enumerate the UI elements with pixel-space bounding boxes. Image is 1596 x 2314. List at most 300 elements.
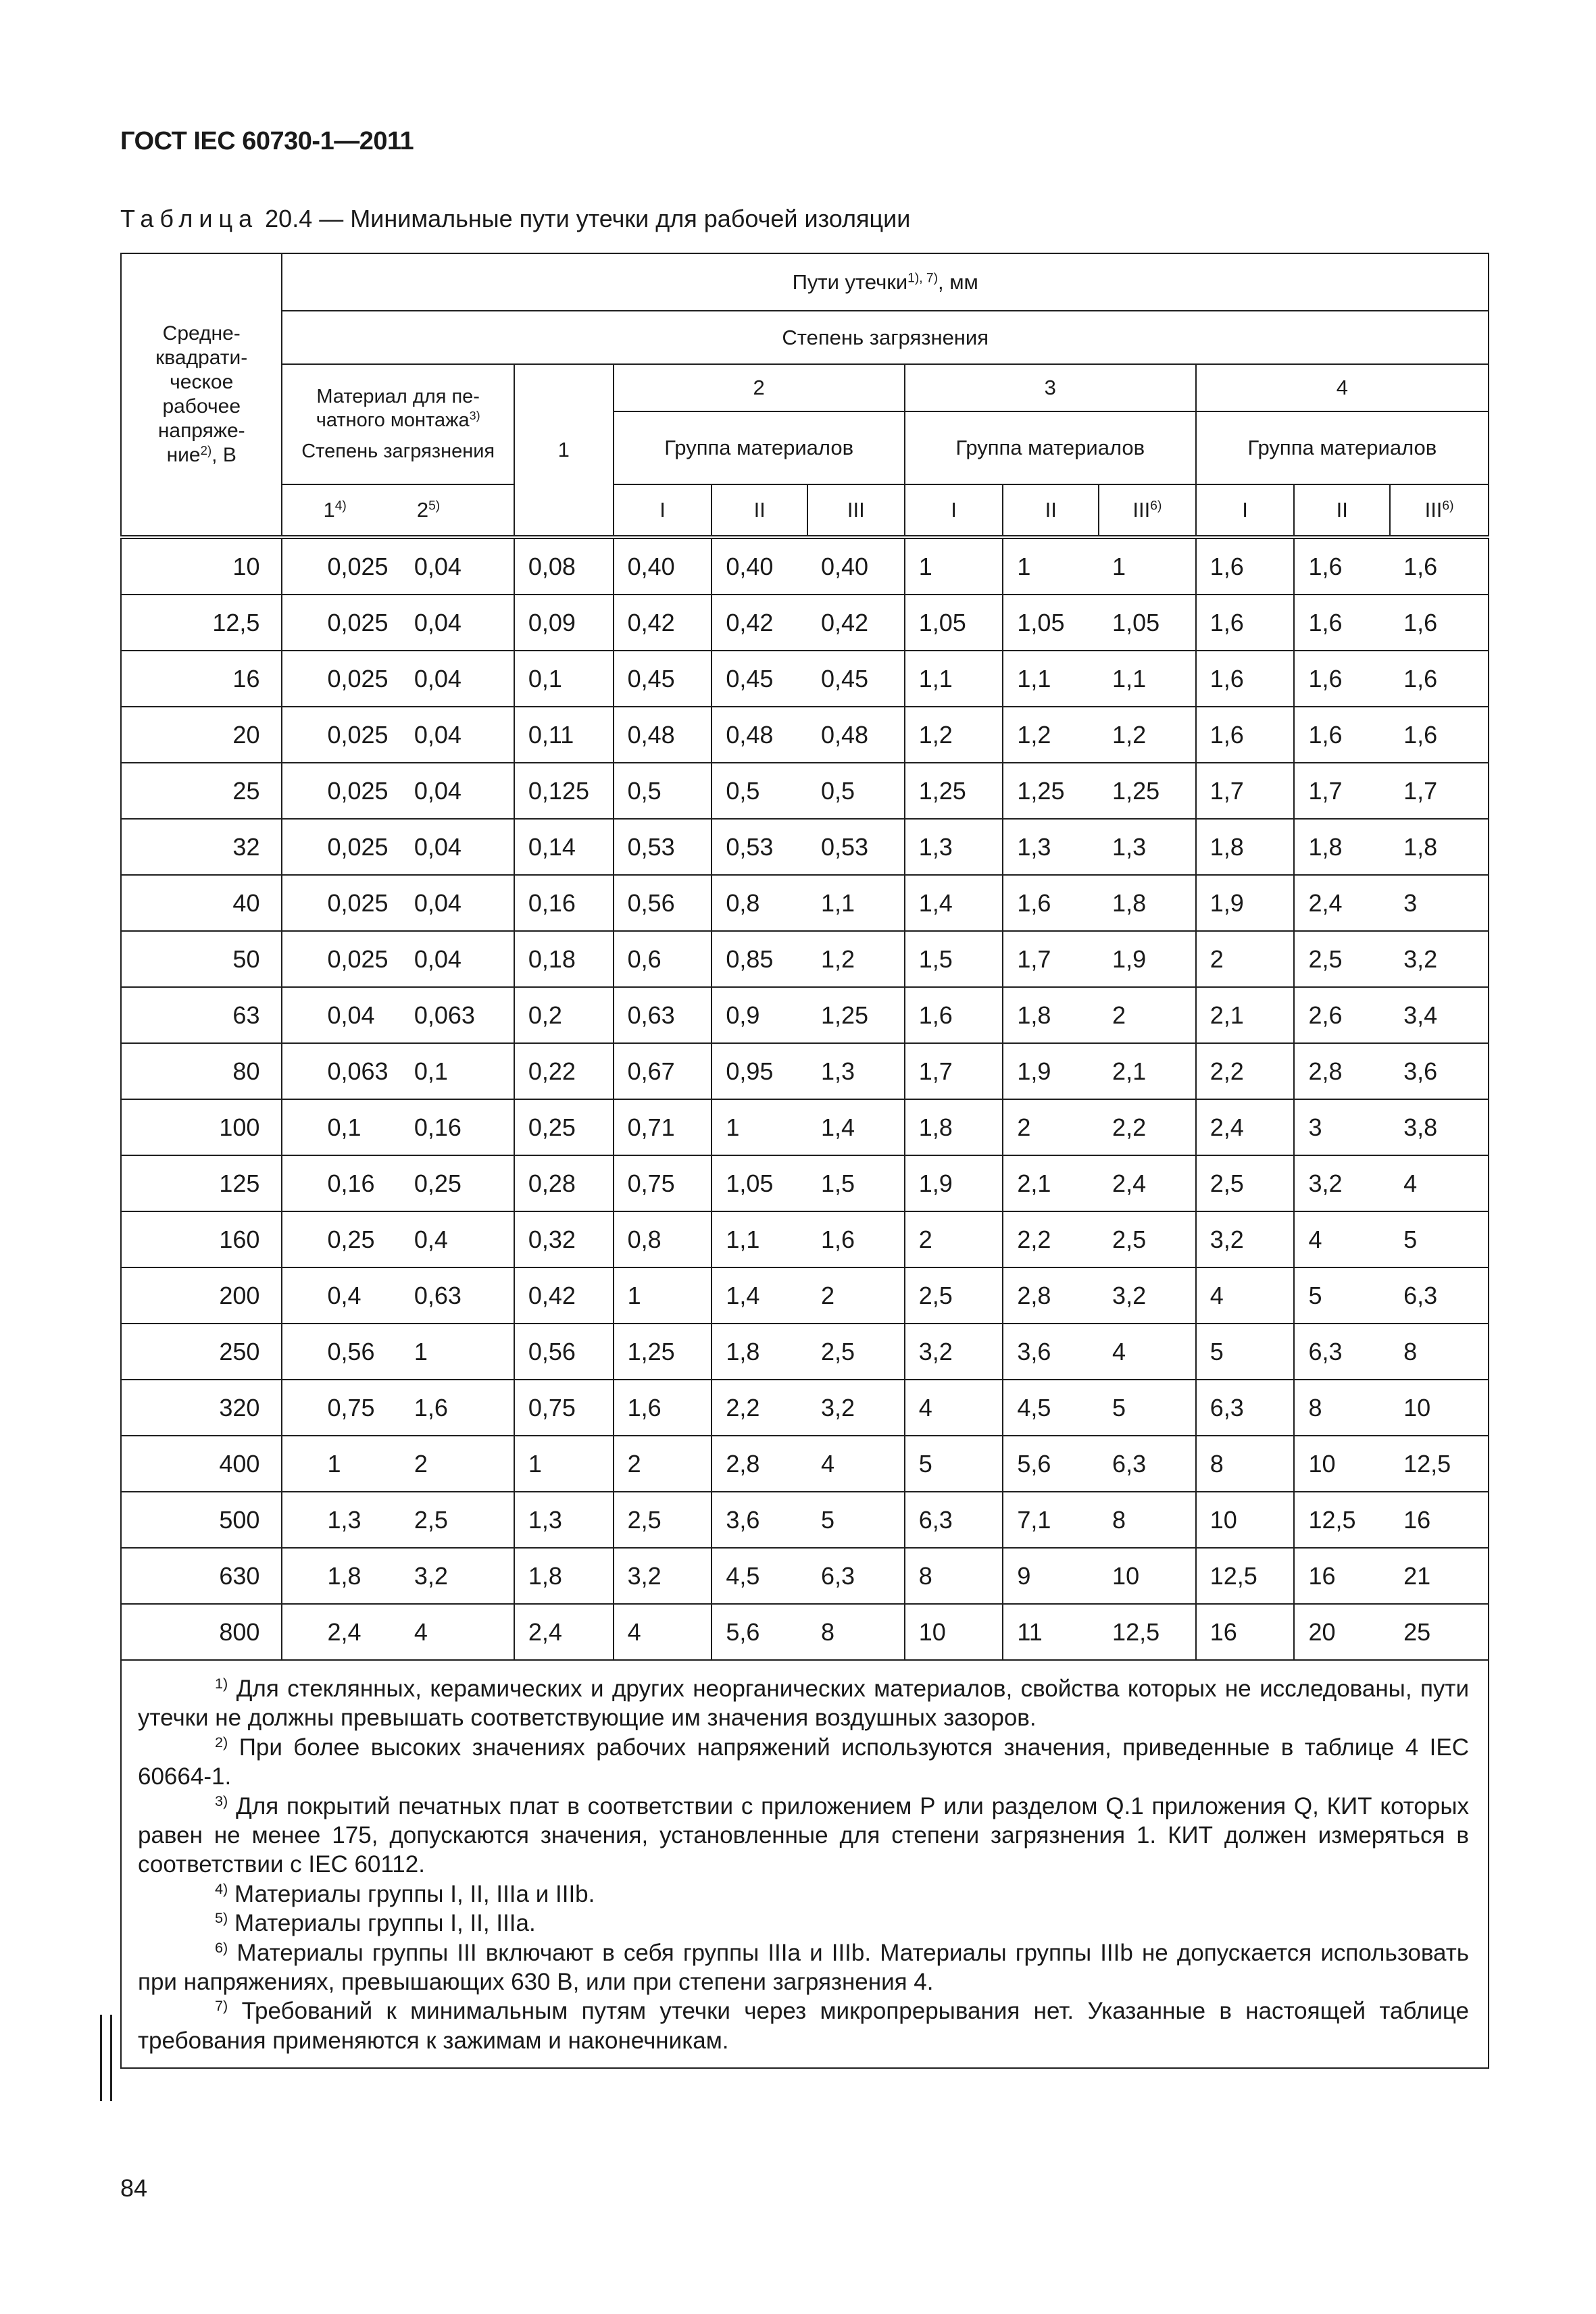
footnote-text: Требований к минимальным путям утечки через микропрерывания нет. Указанные в настоящей таблице требования применяются к зажимам и наконечникам. bbox=[138, 1998, 1469, 2054]
material-group-cell: III$^{6)}$ bbox=[1390, 484, 1489, 537]
creepage-value-cell: 0,28 bbox=[514, 1155, 614, 1211]
creepage-value-cell: 4 bbox=[403, 1604, 514, 1660]
creepage-value-cell: 1,8 bbox=[1196, 819, 1295, 875]
creepage-value-cell: 0,04 bbox=[403, 931, 514, 987]
creepage-value-cell: 0,04 bbox=[403, 651, 514, 707]
creepage-value-cell: 0,063 bbox=[282, 1043, 403, 1099]
creepage-value-cell: 1,6 bbox=[1390, 595, 1489, 651]
creepage-value-cell: 1,3 bbox=[905, 819, 1003, 875]
creepage-value-cell: 1,8 bbox=[282, 1548, 403, 1604]
footnote-number: 2) bbox=[215, 1733, 228, 1751]
footnote-number: 6) bbox=[215, 1938, 228, 1956]
creepage-value-cell: 3,2 bbox=[1196, 1211, 1295, 1267]
creepage-value-cell: 0,53 bbox=[614, 819, 712, 875]
creepage-value-cell: 1,6 bbox=[905, 987, 1003, 1043]
creepage-value-cell: 0,53 bbox=[712, 819, 807, 875]
creepage-value-cell: 10 bbox=[1196, 1492, 1295, 1548]
creepage-value-cell: 1 bbox=[712, 1099, 807, 1155]
creepage-value-cell: 0,04 bbox=[403, 875, 514, 931]
creepage-value-cell: 21 bbox=[1390, 1548, 1489, 1604]
footnote-number: 3) bbox=[215, 1792, 228, 1809]
creepage-value-cell: 1,6 bbox=[1294, 651, 1390, 707]
table-row bbox=[121, 1492, 1489, 1548]
footnote bbox=[138, 1938, 1469, 1997]
creepage-value-cell: 0,25 bbox=[403, 1155, 514, 1211]
creepage-value-cell: 0,42 bbox=[514, 1267, 614, 1324]
creepage-value-cell: 1 bbox=[514, 1436, 614, 1492]
creepage-value-cell: 1,05 bbox=[1099, 595, 1196, 651]
creepage-value-cell: 12,5 bbox=[1196, 1548, 1295, 1604]
creepage-value-cell: 4 bbox=[905, 1380, 1003, 1436]
creepage-value-cell: 1,4 bbox=[712, 1267, 807, 1324]
creepage-value-cell: 0,5 bbox=[614, 763, 712, 819]
pollution-degree-3-header: 3 bbox=[905, 364, 1196, 411]
creepage-value-cell: 12,5 bbox=[1390, 1436, 1489, 1492]
creepage-value-cell: 0,025 bbox=[282, 707, 403, 763]
creepage-value-cell: 1,6 bbox=[1390, 707, 1489, 763]
creepage-value-cell: 10 bbox=[1390, 1380, 1489, 1436]
creepage-value-cell: 6,3 bbox=[1390, 1267, 1489, 1324]
creepage-value-cell: 5 bbox=[905, 1436, 1003, 1492]
creepage-value-cell: 1,5 bbox=[807, 1155, 905, 1211]
footnote-text: Материалы группы I, II, IIIa. bbox=[234, 1910, 536, 1937]
creepage-value-cell: 9 bbox=[1003, 1548, 1099, 1604]
creepage-value-cell: 2,8 bbox=[1294, 1043, 1390, 1099]
creepage-value-cell: 0,8 bbox=[712, 875, 807, 931]
material-group-cell: II bbox=[1003, 484, 1099, 537]
footnote-text: Материалы группы III включают в себя группы IIIa и IIIb. Материалы группы IIIb не допускается использовать при напряжениях, превышающих 630 В, или при степени загрязнения 4. bbox=[138, 1939, 1469, 1995]
creepage-value-cell: 1,2 bbox=[905, 707, 1003, 763]
creepage-value-cell: 1,05 bbox=[1003, 595, 1099, 651]
creepage-value-cell: 6,3 bbox=[1099, 1436, 1196, 1492]
creepage-value-cell: 1 bbox=[282, 1436, 403, 1492]
creepage-value-cell: 6,3 bbox=[807, 1548, 905, 1604]
creepage-value-cell: 0,025 bbox=[282, 595, 403, 651]
table-row bbox=[121, 763, 1489, 819]
creepage-value-cell: 0,18 bbox=[514, 931, 614, 987]
creepage-value-cell: 3,2 bbox=[1390, 931, 1489, 987]
creepage-value-cell: 0,04 bbox=[403, 707, 514, 763]
creepage-value-cell: 2,4 bbox=[1099, 1155, 1196, 1211]
creepage-value-cell: 0,42 bbox=[807, 595, 905, 651]
table-caption-text: 20.4 — Минимальные пути утечки для рабочей изоляции bbox=[258, 205, 911, 232]
creepage-value-cell: 0,56 bbox=[282, 1324, 403, 1380]
creepage-value-cell: 5 bbox=[1390, 1211, 1489, 1267]
creepage-value-cell: 2 bbox=[403, 1436, 514, 1492]
creepage-value-cell: 1,7 bbox=[1003, 931, 1099, 987]
creepage-value-cell: 1,6 bbox=[1003, 875, 1099, 931]
creepage-value-cell: 0,48 bbox=[807, 707, 905, 763]
creepage-value-cell: 1,2 bbox=[1003, 707, 1099, 763]
table-row bbox=[121, 1267, 1489, 1324]
creepage-value-cell: 5 bbox=[1196, 1324, 1295, 1380]
creepage-value-cell: 1,4 bbox=[807, 1099, 905, 1155]
footnote bbox=[138, 1909, 1469, 1938]
creepage-value-cell: 0,40 bbox=[712, 537, 807, 595]
material-group-header: Группа материалов bbox=[1196, 411, 1489, 484]
creepage-value-cell: 0,1 bbox=[403, 1043, 514, 1099]
material-group-cell: I bbox=[905, 484, 1003, 537]
material-group-cell: II bbox=[1294, 484, 1390, 537]
creepage-value-cell: 3 bbox=[1294, 1099, 1390, 1155]
creepage-value-cell: 5,6 bbox=[1003, 1436, 1099, 1492]
creepage-value-cell: 5 bbox=[1099, 1380, 1196, 1436]
creepage-value-cell: 2,2 bbox=[1099, 1099, 1196, 1155]
creepage-value-cell: 1,6 bbox=[1196, 595, 1295, 651]
creepage-value-cell: 4,5 bbox=[712, 1548, 807, 1604]
voltage-cell: 200 bbox=[121, 1267, 282, 1324]
creepage-value-cell: 8 bbox=[1099, 1492, 1196, 1548]
creepage-value-cell: 2,5 bbox=[1196, 1155, 1295, 1211]
creepage-value-cell: 8 bbox=[807, 1604, 905, 1660]
creepage-value-cell: 3,2 bbox=[1294, 1155, 1390, 1211]
creepage-value-cell: 2,4 bbox=[514, 1604, 614, 1660]
table-row bbox=[121, 707, 1489, 763]
creepage-value-cell: 1,2 bbox=[807, 931, 905, 987]
creepage-value-cell: 1,6 bbox=[1390, 651, 1489, 707]
creepage-value-cell: 2,8 bbox=[1003, 1267, 1099, 1324]
table-caption-prefix: Таблица bbox=[120, 205, 259, 232]
creepage-value-cell: 0,4 bbox=[282, 1267, 403, 1324]
creepage-value-cell: 0,42 bbox=[712, 595, 807, 651]
table-row bbox=[121, 1155, 1489, 1211]
voltage-cell: 160 bbox=[121, 1211, 282, 1267]
voltage-cell: 63 bbox=[121, 987, 282, 1043]
creepage-value-cell: 2 bbox=[1196, 931, 1295, 987]
creepage-value-cell: 1,25 bbox=[614, 1324, 712, 1380]
creepage-value-cell: 0,025 bbox=[282, 931, 403, 987]
creepage-header: Пути утечки$^{1), 7)}$, мм bbox=[282, 253, 1489, 311]
creepage-value-cell: 6,3 bbox=[1294, 1324, 1390, 1380]
creepage-value-cell: 1,1 bbox=[712, 1211, 807, 1267]
pollution-degree-4-header: 4 bbox=[1196, 364, 1489, 411]
creepage-value-cell: 0,04 bbox=[403, 537, 514, 595]
creepage-value-cell: 1 bbox=[403, 1324, 514, 1380]
creepage-value-cell: 2,4 bbox=[1196, 1099, 1295, 1155]
creepage-value-cell: 2,5 bbox=[807, 1324, 905, 1380]
voltage-cell: 25 bbox=[121, 763, 282, 819]
table-row bbox=[121, 595, 1489, 651]
footnote-text: При более высоких значениях рабочих напряжений используются значения, приведенные в таблице 4 IEC 60664-1. bbox=[138, 1734, 1469, 1790]
table-caption bbox=[120, 205, 910, 233]
creepage-value-cell: 1,8 bbox=[712, 1324, 807, 1380]
creepage-value-cell: 0,04 bbox=[403, 595, 514, 651]
footnote bbox=[138, 1733, 1469, 1792]
creepage-value-cell: 1,25 bbox=[1099, 763, 1196, 819]
creepage-value-cell: 3,2 bbox=[807, 1380, 905, 1436]
creepage-value-cell: 20 bbox=[1294, 1604, 1390, 1660]
creepage-value-cell: 1,6 bbox=[1196, 707, 1295, 763]
creepage-value-cell: 0,025 bbox=[282, 537, 403, 595]
creepage-value-cell: 2,6 bbox=[1294, 987, 1390, 1043]
creepage-value-cell: 1,3 bbox=[1003, 819, 1099, 875]
creepage-value-cell: 16 bbox=[1390, 1492, 1489, 1548]
creepage-value-cell: 0,25 bbox=[282, 1211, 403, 1267]
creepage-value-cell: 2,2 bbox=[712, 1380, 807, 1436]
voltage-cell: 50 bbox=[121, 931, 282, 987]
footnote-number: 4) bbox=[215, 1880, 228, 1897]
material-group-header: Группа материалов bbox=[905, 411, 1196, 484]
creepage-value-cell: 0,04 bbox=[282, 987, 403, 1043]
creepage-value-cell: 0,75 bbox=[282, 1380, 403, 1436]
table-row bbox=[121, 1436, 1489, 1492]
creepage-value-cell: 1 bbox=[614, 1267, 712, 1324]
creepage-value-cell: 0,125 bbox=[514, 763, 614, 819]
creepage-value-cell: 0,56 bbox=[514, 1324, 614, 1380]
voltage-cell: 40 bbox=[121, 875, 282, 931]
pollution-degree-2-header: 2 bbox=[614, 364, 905, 411]
creepage-value-cell: 12,5 bbox=[1294, 1492, 1390, 1548]
creepage-value-cell: 1,1 bbox=[807, 875, 905, 931]
creepage-value-cell: 2,2 bbox=[1196, 1043, 1295, 1099]
pcb-pollution-1-header: 1$^{4)}$ bbox=[282, 484, 403, 537]
creepage-value-cell: 8 bbox=[1196, 1436, 1295, 1492]
table-row bbox=[121, 1211, 1489, 1267]
material-group-cell: I bbox=[614, 484, 712, 537]
creepage-value-cell: 0,45 bbox=[614, 651, 712, 707]
material-group-cell: III bbox=[807, 484, 905, 537]
creepage-value-cell: 0,2 bbox=[514, 987, 614, 1043]
creepage-value-cell: 2,1 bbox=[1099, 1043, 1196, 1099]
pcb-material-header: Материал для пе- чатного монтажа$^{3)}$ Степень загрязнения bbox=[282, 364, 514, 484]
creepage-value-cell: 0,32 bbox=[514, 1211, 614, 1267]
creepage-value-cell: 2,5 bbox=[1099, 1211, 1196, 1267]
creepage-value-cell: 11 bbox=[1003, 1604, 1099, 1660]
footnote-number: 5) bbox=[215, 1909, 228, 1927]
footnote-text: Материалы группы I, II, IIIa и IIIb. bbox=[234, 1880, 595, 1907]
footnote bbox=[138, 1674, 1469, 1733]
creepage-value-cell: 0,48 bbox=[712, 707, 807, 763]
creepage-value-cell: 2,1 bbox=[1196, 987, 1295, 1043]
voltage-cell: 630 bbox=[121, 1548, 282, 1604]
creepage-value-cell: 0,025 bbox=[282, 819, 403, 875]
creepage-value-cell: 1,6 bbox=[807, 1211, 905, 1267]
table-row bbox=[121, 1380, 1489, 1436]
table-row bbox=[121, 819, 1489, 875]
creepage-value-cell: 1,6 bbox=[1294, 595, 1390, 651]
page-number: 84 bbox=[120, 2174, 148, 2202]
footnote bbox=[138, 1880, 1469, 1909]
creepage-value-cell: 1,6 bbox=[614, 1380, 712, 1436]
creepage-value-cell: 0,04 bbox=[403, 763, 514, 819]
creepage-value-cell: 0,04 bbox=[403, 819, 514, 875]
footnote bbox=[138, 1996, 1469, 2055]
creepage-value-cell: 8 bbox=[905, 1548, 1003, 1604]
creepage-value-cell: 10 bbox=[905, 1604, 1003, 1660]
creepage-value-cell: 0,16 bbox=[282, 1155, 403, 1211]
creepage-value-cell: 0,8 bbox=[614, 1211, 712, 1267]
creepage-value-cell: 0,53 bbox=[807, 819, 905, 875]
creepage-value-cell: 16 bbox=[1196, 1604, 1295, 1660]
voltage-cell: 80 bbox=[121, 1043, 282, 1099]
creepage-value-cell: 1,3 bbox=[1099, 819, 1196, 875]
creepage-value-cell: 0,40 bbox=[807, 537, 905, 595]
table-row bbox=[121, 537, 1489, 595]
voltage-cell: 400 bbox=[121, 1436, 282, 1492]
table-row bbox=[121, 1604, 1489, 1660]
creepage-value-cell: 0,025 bbox=[282, 875, 403, 931]
creepage-value-cell: 6,3 bbox=[1196, 1380, 1295, 1436]
creepage-value-cell: 0,56 bbox=[614, 875, 712, 931]
creepage-value-cell: 5 bbox=[1294, 1267, 1390, 1324]
creepage-value-cell: 10 bbox=[1294, 1436, 1390, 1492]
creepage-value-cell: 1 bbox=[1099, 537, 1196, 595]
voltage-cell: 100 bbox=[121, 1099, 282, 1155]
voltage-cell: 800 bbox=[121, 1604, 282, 1660]
creepage-value-cell: 0,9 bbox=[712, 987, 807, 1043]
creepage-value-cell: 1,05 bbox=[905, 595, 1003, 651]
table-row bbox=[121, 931, 1489, 987]
creepage-value-cell: 2 bbox=[1003, 1099, 1099, 1155]
creepage-value-cell: 1,25 bbox=[905, 763, 1003, 819]
creepage-value-cell: 0,6 bbox=[614, 931, 712, 987]
creepage-value-cell: 1,9 bbox=[1196, 875, 1295, 931]
creepage-value-cell: 2,5 bbox=[403, 1492, 514, 1548]
creepage-value-cell: 3,6 bbox=[1003, 1324, 1099, 1380]
creepage-value-cell: 0,22 bbox=[514, 1043, 614, 1099]
creepage-value-cell: 2,1 bbox=[1003, 1155, 1099, 1211]
table-row bbox=[121, 987, 1489, 1043]
voltage-column-header: Средне- квадрати- ческое рабочее напряже- ние$^{2)}$, В bbox=[121, 253, 282, 537]
creepage-value-cell: 0,11 bbox=[514, 707, 614, 763]
creepage-value-cell: 0,75 bbox=[614, 1155, 712, 1211]
footnote-number: 1) bbox=[215, 1675, 228, 1692]
creepage-value-cell: 8 bbox=[1390, 1324, 1489, 1380]
table-row bbox=[121, 1043, 1489, 1099]
creepage-value-cell: 1 bbox=[905, 537, 1003, 595]
creepage-value-cell: 3,2 bbox=[1099, 1267, 1196, 1324]
voltage-cell: 20 bbox=[121, 707, 282, 763]
creepage-value-cell: 1,9 bbox=[905, 1155, 1003, 1211]
creepage-value-cell: 1,8 bbox=[1099, 875, 1196, 931]
creepage-value-cell: 0,95 bbox=[712, 1043, 807, 1099]
creepage-value-cell: 1,05 bbox=[712, 1155, 807, 1211]
creepage-value-cell: 0,1 bbox=[282, 1099, 403, 1155]
creepage-value-cell: 10 bbox=[1099, 1548, 1196, 1604]
creepage-value-cell: 1,1 bbox=[1003, 651, 1099, 707]
creepage-value-cell: 0,4 bbox=[403, 1211, 514, 1267]
voltage-cell: 12,5 bbox=[121, 595, 282, 651]
footnote bbox=[138, 1792, 1469, 1880]
creepage-value-cell: 1,6 bbox=[1196, 651, 1295, 707]
creepage-value-cell: 2,5 bbox=[905, 1267, 1003, 1324]
material-group-cell: III$^{6)}$ bbox=[1099, 484, 1196, 537]
table-row bbox=[121, 875, 1489, 931]
table-row bbox=[121, 1324, 1489, 1380]
voltage-cell: 16 bbox=[121, 651, 282, 707]
creepage-value-cell: 1,8 bbox=[905, 1099, 1003, 1155]
creepage-value-cell: 4 bbox=[1196, 1267, 1295, 1324]
creepage-value-cell: 1,8 bbox=[1003, 987, 1099, 1043]
creepage-value-cell: 1,9 bbox=[1099, 931, 1196, 987]
creepage-value-cell: 1,7 bbox=[1390, 763, 1489, 819]
creepage-value-cell: 0,63 bbox=[403, 1267, 514, 1324]
creepage-value-cell: 1,2 bbox=[1099, 707, 1196, 763]
creepage-value-cell: 0,63 bbox=[614, 987, 712, 1043]
creepage-value-cell: 1,6 bbox=[1294, 537, 1390, 595]
creepage-value-cell: 12,5 bbox=[1099, 1604, 1196, 1660]
creepage-value-cell: 5,6 bbox=[712, 1604, 807, 1660]
voltage-cell: 250 bbox=[121, 1324, 282, 1380]
creepage-value-cell: 2 bbox=[614, 1436, 712, 1492]
creepage-value-cell: 1,8 bbox=[514, 1548, 614, 1604]
creepage-value-cell: 0,16 bbox=[403, 1099, 514, 1155]
creepage-value-cell: 2,5 bbox=[614, 1492, 712, 1548]
creepage-value-cell: 1,7 bbox=[1196, 763, 1295, 819]
creepage-value-cell: 8 bbox=[1294, 1380, 1390, 1436]
material-group-cell: I bbox=[1196, 484, 1295, 537]
table-row bbox=[121, 1548, 1489, 1604]
creepage-value-cell: 0,25 bbox=[514, 1099, 614, 1155]
creepage-value-cell: 5 bbox=[807, 1492, 905, 1548]
pcb-pollution-2-header: 2$^{5)}$ bbox=[403, 484, 514, 537]
creepage-value-cell: 3,8 bbox=[1390, 1099, 1489, 1155]
creepage-value-cell: 1,6 bbox=[1294, 707, 1390, 763]
creepage-value-cell: 0,85 bbox=[712, 931, 807, 987]
creepage-value-cell: 1,6 bbox=[1390, 537, 1489, 595]
creepage-value-cell: 0,67 bbox=[614, 1043, 712, 1099]
creepage-value-cell: 2 bbox=[905, 1211, 1003, 1267]
creepage-table bbox=[120, 253, 1489, 2069]
creepage-value-cell: 2 bbox=[807, 1267, 905, 1324]
creepage-value-cell: 2,2 bbox=[1003, 1211, 1099, 1267]
footnote-text: Для стеклянных, керамических и других неорганических материалов, свойства которых не исследованы, пути утечки не должны превышать соответствующие им значения воздушных зазоров. bbox=[138, 1676, 1469, 1732]
voltage-cell: 320 bbox=[121, 1380, 282, 1436]
creepage-value-cell: 2,4 bbox=[1294, 875, 1390, 931]
creepage-value-cell: 1,25 bbox=[807, 987, 905, 1043]
creepage-value-cell: 0,025 bbox=[282, 763, 403, 819]
creepage-value-cell: 3,2 bbox=[403, 1548, 514, 1604]
creepage-value-cell: 4,5 bbox=[1003, 1380, 1099, 1436]
creepage-value-cell: 1,4 bbox=[905, 875, 1003, 931]
creepage-value-cell: 1,3 bbox=[514, 1492, 614, 1548]
creepage-value-cell: 0,08 bbox=[514, 537, 614, 595]
creepage-value-cell: 0,5 bbox=[807, 763, 905, 819]
creepage-value-cell: 25 bbox=[1390, 1604, 1489, 1660]
creepage-value-cell: 1 bbox=[1003, 537, 1099, 595]
margin-change-bar bbox=[100, 2015, 102, 2101]
creepage-value-cell: 2,8 bbox=[712, 1436, 807, 1492]
creepage-value-cell: 0,063 bbox=[403, 987, 514, 1043]
creepage-value-cell: 6,3 bbox=[905, 1492, 1003, 1548]
creepage-value-cell: 1,6 bbox=[1196, 537, 1295, 595]
voltage-cell: 125 bbox=[121, 1155, 282, 1211]
creepage-value-cell: 1,7 bbox=[905, 1043, 1003, 1099]
footnotes bbox=[121, 1660, 1489, 2068]
creepage-value-cell: 1,3 bbox=[807, 1043, 905, 1099]
creepage-value-cell: 4 bbox=[614, 1604, 712, 1660]
table-row bbox=[121, 651, 1489, 707]
creepage-value-cell: 2,5 bbox=[1294, 931, 1390, 987]
creepage-value-cell: 1,5 bbox=[905, 931, 1003, 987]
voltage-cell: 10 bbox=[121, 537, 282, 595]
creepage-value-cell: 1,1 bbox=[905, 651, 1003, 707]
creepage-value-cell: 3,6 bbox=[1390, 1043, 1489, 1099]
creepage-value-cell: 0,71 bbox=[614, 1099, 712, 1155]
creepage-value-cell: 4 bbox=[1390, 1155, 1489, 1211]
creepage-value-cell: 1,7 bbox=[1294, 763, 1390, 819]
pollution-degree-1-header: 1 bbox=[514, 364, 614, 537]
creepage-value-cell: 1,8 bbox=[1390, 819, 1489, 875]
material-group-header: Группа материалов bbox=[614, 411, 905, 484]
creepage-value-cell: 3,2 bbox=[905, 1324, 1003, 1380]
creepage-value-cell: 1,6 bbox=[403, 1380, 514, 1436]
creepage-value-cell: 0,14 bbox=[514, 819, 614, 875]
creepage-value-cell: 16 bbox=[1294, 1548, 1390, 1604]
table-row bbox=[121, 1099, 1489, 1155]
creepage-value-cell: 4 bbox=[1099, 1324, 1196, 1380]
creepage-value-cell: 0,025 bbox=[282, 651, 403, 707]
